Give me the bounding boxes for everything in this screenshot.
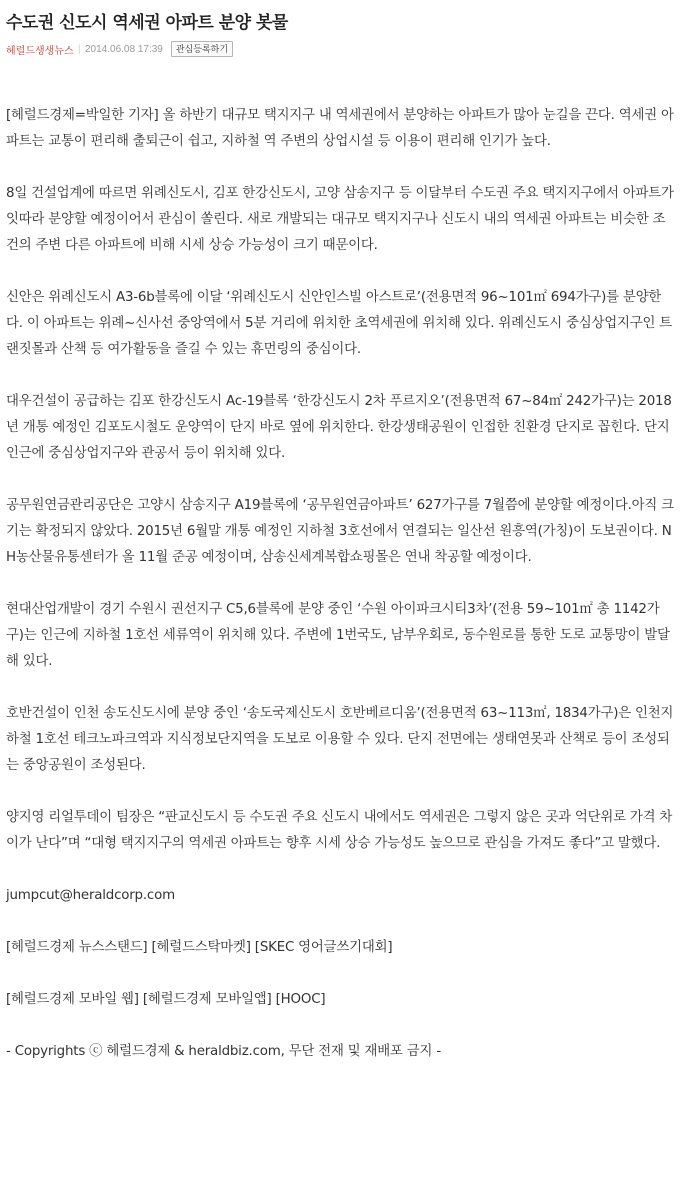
paragraph-3: 신안은 위례신도시 A3-6b블록에 이달 ‘위례신도시 신안인스빌 아스트로’(전용면적 96~101㎡ 694가구)를 분양한다. 이 아파트는 위례~신사선 중앙역에서 5분 거리에 위치한 초역세권에 위치해 있다. 위례신도시 중심상업지구인 트랜짓몰과 산책 등 여가활동을 즐길 수 있는 휴먼링의 중심이다.	[6, 290, 673, 357]
reporter-email	[6, 883, 674, 909]
paragraph-1: [헤럴드경제=박일한 기자] 올 하반기 대규모 택지지구 내 역세권에서 분양하는 아파트가 많아 눈길을 끈다. 역세권 아파트는 교통이 편리해 출퇴근이 쉽고, 지하철 역 주변의 상업시설 등 이용이 편리해 인기가 높다.	[6, 108, 674, 149]
article-date: 2014.06.08 17:39	[85, 43, 163, 55]
meta-separator: |	[77, 43, 81, 55]
email-link[interactable]: jumpcut@heraldcorp.com	[6, 888, 175, 903]
related-links-row-1	[6, 935, 674, 961]
paragraph-gap	[6, 779, 674, 805]
skec-link[interactable]: [SKEC 영어글쓰기대회]	[254, 940, 393, 955]
paragraph-gap	[6, 909, 674, 935]
paragraph-7: 호반건설이 인천 송도신도시에 분양 중인 ‘송도국제신도시 호반베르디움’(전용면적 63~113㎡, 1834가구)은 인천지하철 1호선 테크노파크역과 지식정보단지역을 도보로 이용할 수 있다. 단지 전면에는 생태연못과 산책로 등이 조성되는 중앙공원이 조성된다.	[6, 706, 674, 773]
article-source[interactable]: 헤럴드생생뉴스	[6, 45, 74, 57]
paragraph-gap	[6, 961, 674, 987]
paragraph-gap	[6, 857, 674, 883]
paragraph-4: 대우건설이 공급하는 김포 한강신도시 Ac-19블록 ‘한강신도시 2차 푸르지오’(전용면적 67~84㎡ 242가구)는 2018년 개통 예정인 김포도시철도 운양역이 단지 바로 옆에 위치한다. 한강생태공원이 인접한 친환경 단지로 꼽힌다. 단지 인근에 중심상업지구와 관공서 등이 위치해 있다.	[6, 394, 672, 461]
article-meta	[6, 41, 233, 57]
copyright-notice: - Copyrights ⓒ 헤럴드경제 & heraldbiz.com, 무단 전재 및 재배포 금지 -	[6, 1044, 441, 1059]
article-title: 수도권 신도시 역세권 아파트 분양 봇물	[6, 13, 288, 33]
paragraph-gap	[6, 363, 674, 389]
hooc-link[interactable]: [HOOC]	[275, 992, 326, 1007]
paragraph-gap	[6, 155, 674, 181]
add-favorite-button[interactable]: 관심등록하기	[171, 41, 233, 57]
paragraph-gap	[6, 1013, 674, 1039]
paragraph-6: 현대산업개발이 경기 수원시 권선지구 C5,6블록에 분양 중인 ‘수원 아이파크시티3차’(전용 59~101㎡ 총 1142가구)는 인근에 지하철 1호선 세류역이 위치해 있다. 주변에 1번국도, 남부우회로, 동수원로를 통한 도로 교통망이 발달해 있다.	[6, 602, 670, 669]
paragraph-8: 양지영 리얼투데이 팀장은 “판교신도시 등 수도권 주요 신도시 내에서도 역세권은 그렇지 않은 곳과 억단위로 가격 차이가 난다”며 “대형 택지지구의 역세권 아파트는 향후 시세 상승 가능성도 높으므로 관심을 가져도 좋다”고 말했다.	[6, 810, 673, 851]
mobile-app-link[interactable]: [헤럴드경제 모바일앱]	[142, 992, 272, 1007]
paragraph-2: 8일 건설업계에 따르면 위례신도시, 김포 한강신도시, 고양 삼송지구 등 이달부터 수도권 주요 택지지구에서 아파트가 잇따라 분양할 예정이어서 관심이 쏠린다. 새로 개발되는 대규모 택지지구나 신도시 내의 역세권 아파트는 비슷한 조건의 주변 다른 아파트에 비해 시세 상승 가능성이 크기 때문이다.	[6, 186, 674, 253]
paragraph-gap	[6, 571, 674, 597]
article-body	[6, 103, 674, 1065]
paragraph-gap	[6, 675, 674, 701]
related-links-row-2	[6, 987, 674, 1013]
paragraph-gap	[6, 467, 674, 493]
star-market-link[interactable]: [헤럴드스탁마켓]	[151, 940, 251, 955]
news-stand-link[interactable]: [헤럴드경제 뉴스스탠드]	[6, 940, 148, 955]
mobile-web-link[interactable]: [헤럴드경제 모바일 웹]	[6, 992, 139, 1007]
paragraph-gap	[6, 259, 674, 285]
paragraph-5: 공무원연금관리공단은 고양시 삼송지구 A19블록에 ‘공무원연금아파트’ 627가구를 7월쯤에 분양할 예정이다.아직 크기는 확정되지 않았다. 2015년 6월말 개통 예정인 지하철 3호선에서 연결되는 일산선 원흥역(가칭)이 도보권이다. NH농산물유통센터가 올 11월 준공 예정이며, 삼송신세계복합쇼핑몰은 연내 착공할 예정이다.	[6, 498, 674, 565]
